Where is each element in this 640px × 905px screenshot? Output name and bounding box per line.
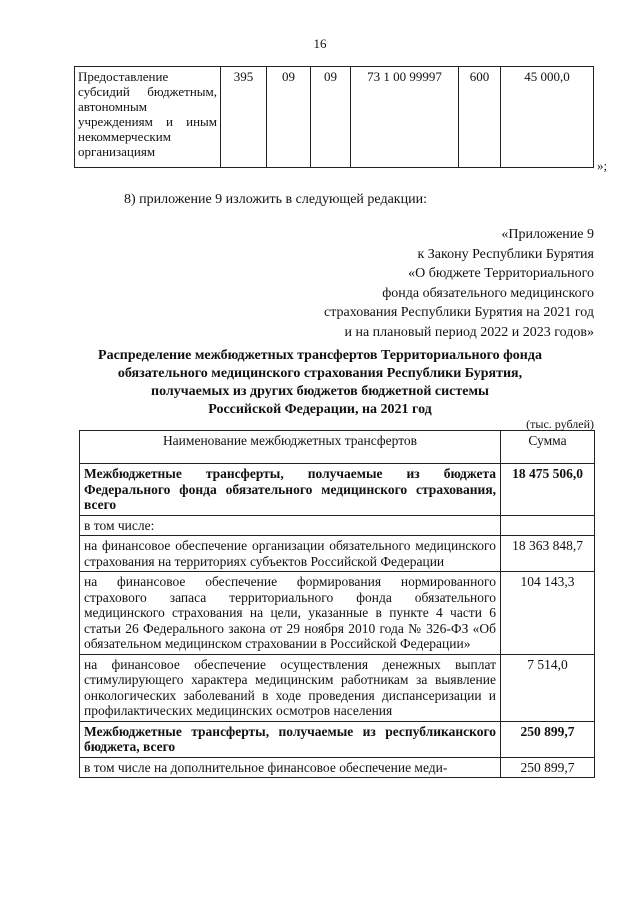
transfers-table [79, 430, 595, 778]
appendix-note-line: к Закону Республики Бурятия [417, 246, 594, 262]
row-name: на финансовое обеспечение формирования нормированного страхового запаса территориального фонда обязательного медицинского страхования на цели, указанные в пункте 4 части 6 статьи 26 Федерального закона от 29 ноября 2010 года № 326-ФЗ «Об обязательном медицинском страховании в Российской Федерации» [80, 572, 501, 655]
target-article-code: 73 1 00 99997 [351, 67, 459, 168]
row-sum: 18 475 506,0 [501, 464, 595, 516]
page-number: 16 [313, 36, 327, 51]
row-sum: 18 363 848,7 [501, 536, 595, 572]
appendix-note-line: «Приложение 9 [501, 227, 594, 242]
budget-allocation-table [74, 66, 594, 168]
units-label: (тыс. рублей) [526, 417, 594, 431]
row-name: на финансовое обеспечение осуществления денежных выплат стимулирующего характера медицинским работникам за выявление онкологических заболеваний в ходе проведения диспансеризации и профилактических медицинских осмотров населения [80, 654, 501, 721]
row-sum: 250 899,7 [501, 721, 595, 757]
row-sum [501, 515, 595, 536]
closing-quote: »; [597, 158, 608, 173]
table-row [80, 464, 595, 516]
table-row [75, 67, 594, 168]
column-header-sum: Сумма [501, 431, 595, 464]
row-name: в том числе на дополнительное финансовое обеспечение меди- [80, 757, 501, 778]
heading-line: Российской Федерации, на 2021 год [208, 402, 432, 417]
appendix-note [324, 225, 594, 342]
row-name: Межбюджетные трансферты, получаемые из бюджета Федерального фонда обязательного медицинского страхования, всего [80, 464, 501, 516]
subsection-code: 09 [311, 67, 351, 168]
section-code: 09 [267, 67, 311, 168]
table-row [80, 757, 595, 778]
expense-description: Предоставление субсидий бюджетным, автономным учреждениям и иным некоммерческим организациям [75, 67, 221, 168]
table-row [80, 721, 595, 757]
amendment-paragraph: 8) приложение 9 изложить в следующей редакции: [124, 192, 427, 207]
table-header-row [80, 431, 595, 464]
appendix-note-line: и на плановый период 2022 и 2023 годов» [344, 324, 594, 340]
column-header-name: Наименование межбюджетных трансфертов [80, 431, 501, 464]
heading-line: Распределение межбюджетных трансфертов Территориального фонда [98, 348, 542, 363]
table-row [80, 572, 595, 655]
row-sum: 7 514,0 [501, 654, 595, 721]
appendix-note-line: фонда обязательного медицинского [382, 285, 594, 301]
appendix-note-line: страхования Республики Бурятия на 2021 год [324, 305, 594, 320]
amount-cell: 45 000,0 [501, 67, 594, 168]
row-sum: 104 143,3 [501, 572, 595, 655]
appendix-note-line: «О бюджете Территориального [408, 266, 594, 281]
table-row [80, 515, 595, 536]
heading-line: получаемых из других бюджетов бюджетной системы [151, 384, 489, 399]
table-row [80, 536, 595, 572]
ministry-code: 395 [221, 67, 267, 168]
table-row [80, 654, 595, 721]
expense-type-code: 600 [459, 67, 501, 168]
row-name: в том числе: [80, 515, 501, 536]
row-sum: 250 899,7 [501, 757, 595, 778]
row-name: Межбюджетные трансферты, получаемые из республиканского бюджета, всего [80, 721, 501, 757]
document-heading [40, 347, 600, 419]
heading-line: обязательного медицинского страхования Республики Бурятия, [117, 366, 523, 381]
row-name: на финансовое обеспечение организации обязательного медицинского страхования на территориях субъектов Российской Федерации [80, 536, 501, 572]
